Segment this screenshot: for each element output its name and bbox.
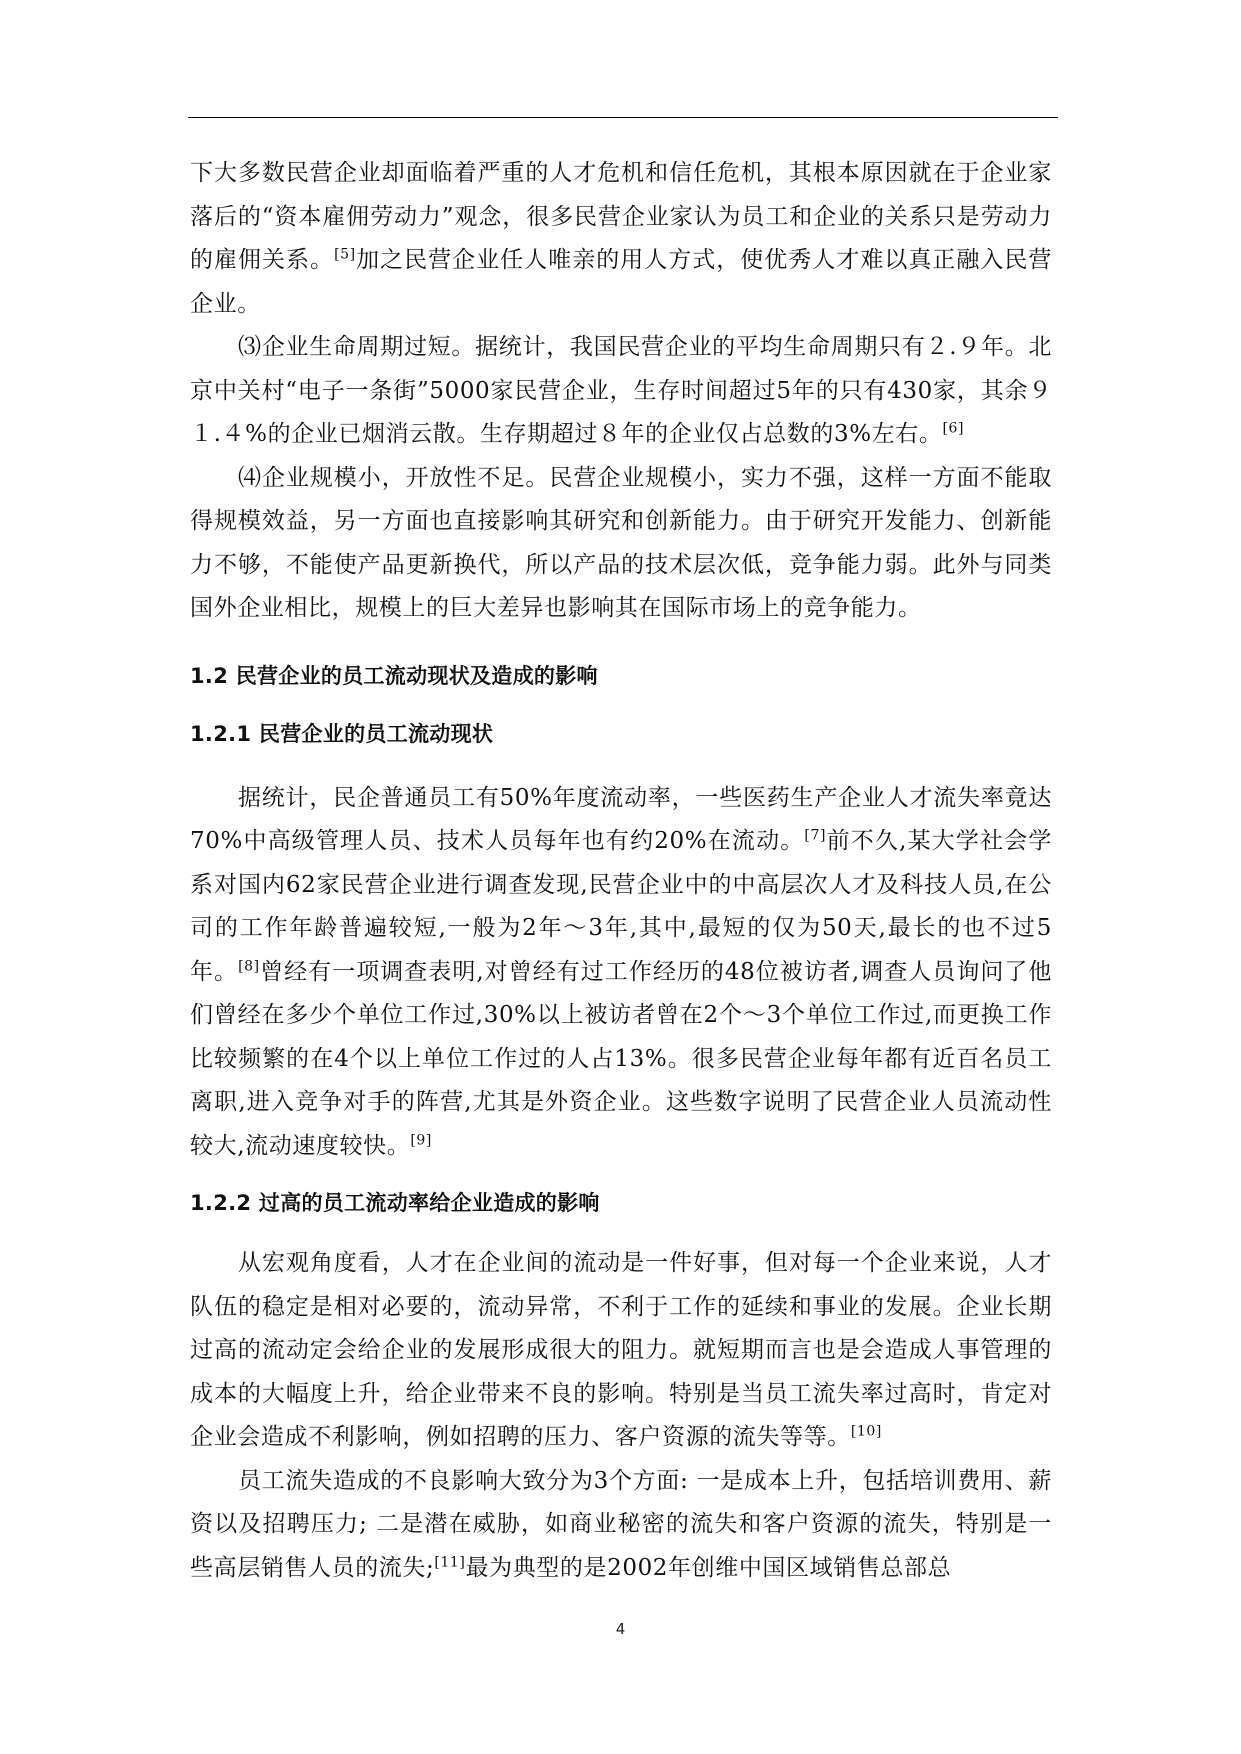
paragraph-impact-macro	[190, 1242, 1052, 1460]
paragraph-text: 据统计，民企普通员工有50%年度流动率，一些医药生产企业人才流失率竟达70%中高级管理人员、技术人员每年也有约20%在流动。	[190, 784, 1052, 854]
paragraph-text: ⑶企业生命周期过短。据统计，我国民营企业的平均生命周期只有２.９年。北京中关村“电子一条街”5000家民营企业，生存时间超过5年的只有430家，其余９１.４%的企业已烟消云散。生存期超过８年的企业仅占总数的3%左右。	[190, 334, 1052, 447]
paragraph-turnover-status	[190, 777, 1052, 1169]
paragraph-text: 加之民营企业任人唯亲的用人方式，使优秀人才难以真正融入民营企业。	[190, 247, 1052, 317]
paragraph-impact-aspects	[190, 1460, 1052, 1591]
paragraph-text: 前不久,某大学社会学系对国内62家民营企业进行调查发现,民营企业中的中高层次人才及科技人员,在公司的工作年龄普遍较短,一般为2年～3年,其中,最短的仅为50天,最长的也不过5年。	[190, 828, 1052, 985]
citation-10: [10]	[850, 1423, 882, 1440]
paragraph-text: 员工流失造成的不良影响大致分为3个方面: 一是成本上升，包括培训费用、薪资以及招聘压力; 二是潜在威胁，如商业秘密的流失和客户资源的流失，特别是一些高层销售人员的流失;	[190, 1467, 1052, 1581]
citation-11: [11]	[434, 1553, 466, 1570]
paragraph-item-4	[190, 457, 1052, 631]
paragraph-text: ⑷企业规模小，开放性不足。民营企业规模小，实力不强，这样一方面不能取得规模效益，另一方面也直接影响其研究和创新能力。由于研究开发能力、创新能力不够，不能使产品更新换代，所以产品的技术层次低，竞争能力弱。此外与同类国外企业相比，规模上的巨大差异也影响其在国际市场上的竞争能力。	[190, 464, 1052, 621]
citation-5: [5]	[334, 246, 356, 263]
page-body	[190, 152, 1052, 1590]
paragraph-item-3	[190, 326, 1052, 457]
paragraph-text: 最为典型的是2002年创维中国区域销售总部总	[465, 1554, 952, 1581]
header-rule	[188, 117, 1058, 118]
paragraph-continuation	[190, 152, 1052, 326]
citation-6: [6]	[942, 420, 965, 437]
paragraph-text: 从宏观角度看，人才在企业间的流动是一件好事，但对每一个企业来说，人才队伍的稳定是相对必要的，流动异常，不利于工作的延续和事业的发展。企业长期过高的流动定会给企业的发展形成很大的阻力。就短期而言也是会造成人事管理的成本的大幅度上升，给企业带来不良的影响。特别是当员工流失率过高时，肯定对企业会造成不利影响，例如招聘的压力、客户资源的流失等等。	[190, 1250, 1052, 1450]
paragraph-text: 曾经有一项调查表明,对曾经有过工作经历的48位被访者,调查人员询问了他们曾经在多少个单位工作过,30%以上被访者曾在2个～3个单位工作过,而更换工作比较频繁的在4个以上单位工作过的人占13%。很多民营企业每年都有近百名员工离职,进入竞争对手的阵营,尤其是外资企业。这些数字说明了民营企业人员流动性较大,流动速度较快。	[190, 958, 1053, 1159]
section-heading-1-2: 1.2 民营企业的员工流动现状及造成的影响	[190, 663, 598, 688]
section-heading-1-2-2: 1.2.2 过高的员工流动率给企业造成的影响	[190, 1191, 600, 1215]
page-number: 4	[615, 1620, 626, 1638]
citation-9: [9]	[410, 1131, 432, 1148]
citation-8: [8]	[238, 957, 260, 974]
citation-7: [7]	[804, 827, 827, 844]
paragraph-text: 下大多数民营企业却面临着严重的人才危机和信任危机，其根本原因就在于企业家落后的“资本雇佣劳动力”观念，很多民营企业家认为员工和企业的关系只是劳动力的雇佣关系。	[190, 160, 1052, 273]
section-heading-1-2-1: 1.2.1 民营企业的员工流动现状	[190, 721, 494, 746]
